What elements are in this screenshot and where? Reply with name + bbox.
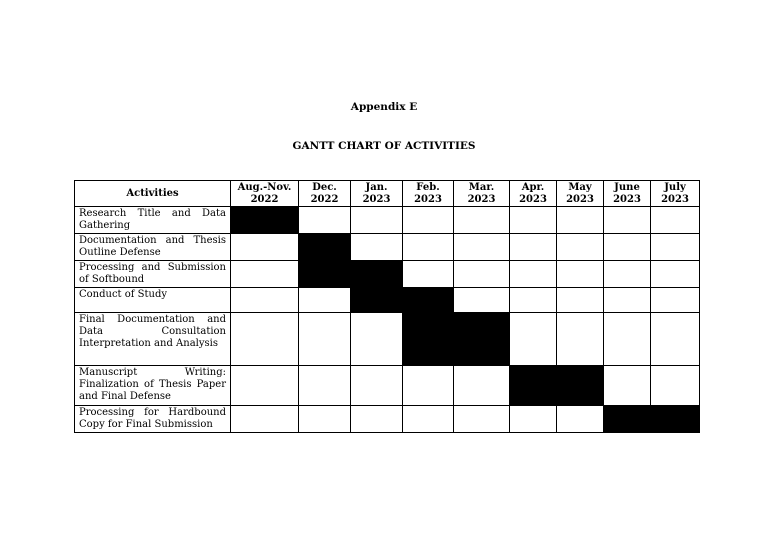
schedule-cell xyxy=(299,261,351,288)
activity-label: Conduct of Study xyxy=(75,288,231,313)
schedule-cell xyxy=(604,406,651,433)
schedule-cell xyxy=(510,207,557,234)
activity-label: Final Documentation and Data Consultation Interpretation and Analysis xyxy=(75,313,231,366)
schedule-cell xyxy=(403,261,454,288)
schedule-cell xyxy=(604,313,651,366)
schedule-cell xyxy=(604,366,651,406)
schedule-cell xyxy=(299,234,351,261)
schedule-cell xyxy=(299,406,351,433)
schedule-cell xyxy=(651,288,700,313)
schedule-cell xyxy=(231,288,299,313)
month-header: July 2023 xyxy=(651,181,700,207)
header-row xyxy=(75,181,700,207)
schedule-cell xyxy=(651,207,700,234)
schedule-cell xyxy=(604,234,651,261)
schedule-cell xyxy=(651,406,700,433)
activity-label: Documentation and Thesis Outline Defense xyxy=(75,234,231,261)
activity-label: Research Title and Data Gathering xyxy=(75,207,231,234)
activity-label: Processing for Hardbound Copy for Final Submission xyxy=(75,406,231,433)
schedule-cell xyxy=(403,406,454,433)
month-header: May 2023 xyxy=(557,181,604,207)
activity-row xyxy=(75,261,700,288)
schedule-cell xyxy=(231,234,299,261)
schedule-cell xyxy=(454,261,510,288)
schedule-cell xyxy=(604,288,651,313)
schedule-cell xyxy=(651,261,700,288)
schedule-cell xyxy=(651,234,700,261)
schedule-cell xyxy=(351,406,403,433)
schedule-cell xyxy=(403,207,454,234)
schedule-cell xyxy=(604,261,651,288)
schedule-cell xyxy=(403,313,454,366)
chart-title: GANTT CHART OF ACTIVITIES xyxy=(292,140,476,152)
month-header: June 2023 xyxy=(604,181,651,207)
schedule-cell xyxy=(231,207,299,234)
month-header: Jan. 2023 xyxy=(351,181,403,207)
schedule-cell xyxy=(351,234,403,261)
schedule-cell xyxy=(299,366,351,406)
schedule-cell xyxy=(231,406,299,433)
activity-row xyxy=(75,313,700,366)
schedule-cell xyxy=(510,366,557,406)
schedule-cell xyxy=(651,313,700,366)
month-header: Aug.-Nov. 2022 xyxy=(231,181,299,207)
schedule-cell xyxy=(557,207,604,234)
schedule-cell xyxy=(557,288,604,313)
schedule-cell xyxy=(557,261,604,288)
activity-label: Processing and Submission of Softbound xyxy=(75,261,231,288)
schedule-cell xyxy=(604,207,651,234)
schedule-cell xyxy=(231,313,299,366)
schedule-cell xyxy=(510,288,557,313)
schedule-cell xyxy=(351,313,403,366)
appendix-label: Appendix E xyxy=(350,101,418,113)
schedule-cell xyxy=(557,406,604,433)
activity-row xyxy=(75,207,700,234)
schedule-cell xyxy=(454,234,510,261)
schedule-cell xyxy=(557,234,604,261)
schedule-cell xyxy=(351,207,403,234)
schedule-cell xyxy=(231,366,299,406)
schedule-cell xyxy=(454,207,510,234)
month-header: Apr. 2023 xyxy=(510,181,557,207)
schedule-cell xyxy=(651,366,700,406)
schedule-cell xyxy=(557,313,604,366)
schedule-cell xyxy=(403,234,454,261)
schedule-cell xyxy=(510,313,557,366)
activity-label: Manuscript Writing: Finalization of Thesis Paper and Final Defense xyxy=(75,366,231,406)
activity-row xyxy=(75,234,700,261)
schedule-cell xyxy=(351,261,403,288)
schedule-cell xyxy=(454,288,510,313)
gantt-table xyxy=(74,180,700,433)
schedule-cell xyxy=(299,313,351,366)
schedule-cell xyxy=(510,406,557,433)
schedule-cell xyxy=(299,207,351,234)
schedule-cell xyxy=(231,261,299,288)
schedule-cell xyxy=(510,261,557,288)
month-header: Feb. 2023 xyxy=(403,181,454,207)
month-header: Dec. 2022 xyxy=(299,181,351,207)
schedule-cell xyxy=(403,366,454,406)
schedule-cell xyxy=(351,366,403,406)
schedule-cell xyxy=(454,366,510,406)
schedule-cell xyxy=(557,366,604,406)
schedule-cell xyxy=(454,406,510,433)
month-header: Mar. 2023 xyxy=(454,181,510,207)
schedule-cell xyxy=(403,288,454,313)
schedule-cell xyxy=(454,313,510,366)
schedule-cell xyxy=(299,288,351,313)
activity-row xyxy=(75,366,700,406)
activities-header: Activities xyxy=(75,181,231,207)
activity-row xyxy=(75,288,700,313)
schedule-cell xyxy=(510,234,557,261)
activity-row xyxy=(75,406,700,433)
schedule-cell xyxy=(351,288,403,313)
